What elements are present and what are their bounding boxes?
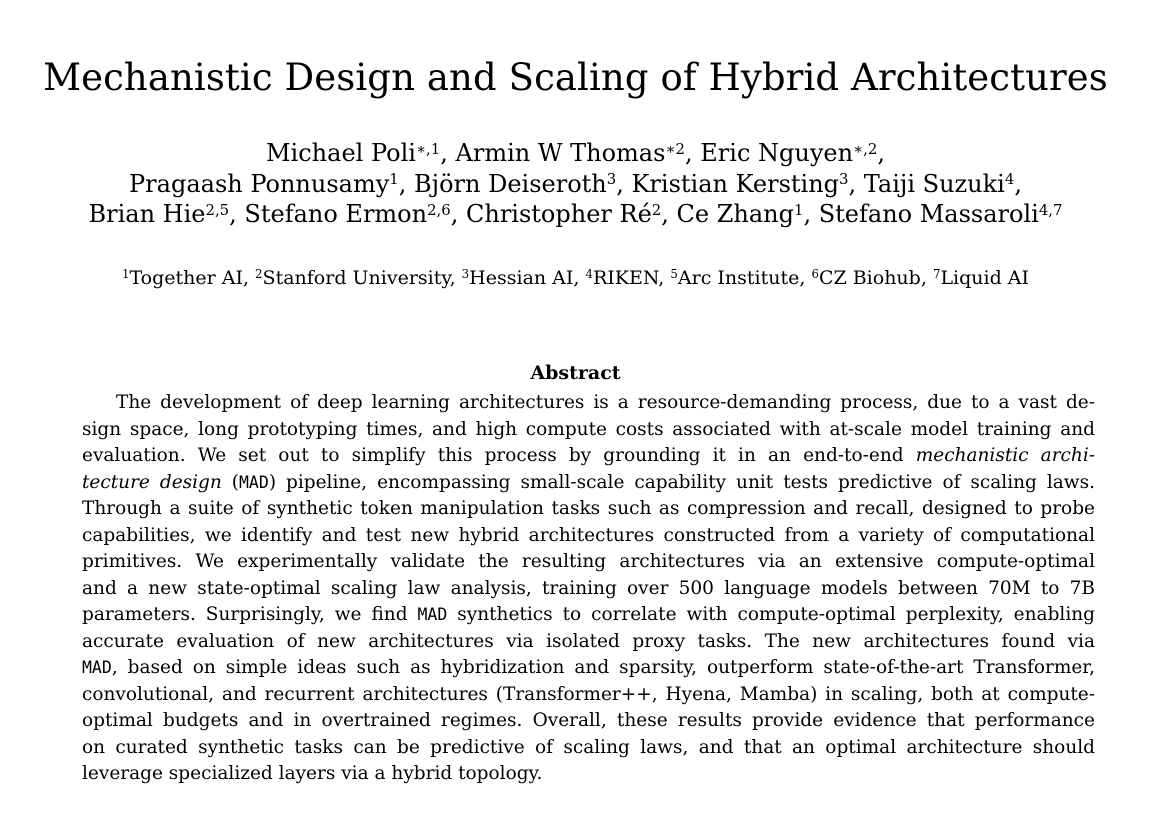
author-affiliation-marker: 2,5 [205, 200, 230, 219]
author-name: Eric Nguyen [700, 139, 854, 167]
author-affiliation-marker: 3 [606, 170, 617, 189]
abstract-text: ( [221, 471, 239, 493]
abstract-emphasis: tecture design [82, 471, 222, 493]
abstract-text: The development of deep learning architectures is a resource-demanding process, due to a vast de- [116, 392, 1095, 413]
author-affiliation-marker: 2,6 [427, 200, 451, 219]
abstract-text: ) pipeline, encompassing small-scale capability unit tests predictive of scaling laws. [268, 471, 1095, 493]
abstract-code-term: MAD [417, 605, 448, 624]
affiliation-marker: 2 [255, 267, 263, 282]
affiliation-name: Hessian AI [469, 267, 574, 289]
abstract-text: evaluation. We set out to simplify this process by grounding it in an end-to-end [82, 445, 916, 466]
affiliation-name: RIKEN [593, 267, 659, 289]
author-separator: , [440, 139, 456, 167]
author-affiliation-marker: ∗,2 [853, 139, 878, 158]
affiliation-name: CZ Biohub [818, 267, 921, 289]
abstract-text: Through a suite of synthetic token manipulation tasks such as compression and recall, designed to probe [82, 498, 1095, 519]
affiliation-name: Stanford University [262, 267, 450, 289]
author-line-3 [0, 199, 1151, 230]
affiliation-marker: 3 [461, 267, 470, 282]
affiliation-separator: , [658, 267, 671, 289]
affiliation-marker: 4 [585, 267, 593, 282]
author-separator: , [848, 169, 864, 198]
author-affiliation-marker: 2 [651, 200, 662, 219]
abstract-text: sign space, long prototyping times, and high compute costs associated with at-scale model training and [82, 418, 1095, 440]
abstract-line [82, 496, 1095, 523]
abstract-line [82, 735, 1095, 762]
author-name: Michael Poli [265, 139, 416, 167]
author-affiliation-marker: 4,7 [1038, 200, 1063, 219]
affiliation-name: Arc Institute [677, 267, 800, 289]
abstract-line [82, 390, 1095, 417]
author-line-2 [0, 169, 1151, 200]
author-line-1 [0, 138, 1151, 169]
author-name: Taiji Suzuki [863, 169, 1005, 198]
author-affiliation-marker: 3 [839, 170, 849, 189]
abstract-code-term: MAD [239, 472, 269, 492]
abstract-text: , based on simple ideas such as hybridization and sparsity, outperform state-of-the-art Transformer, [111, 657, 1095, 678]
abstract-text: optimal budgets and in overtrained regimes. Overall, these results provide evidence that performance [82, 710, 1095, 731]
abstract-text: accurate evaluation of new architectures via isolated proxy tasks. The new architectures found via [82, 630, 1095, 652]
abstract-line [82, 549, 1095, 576]
author-affiliation-marker: 1 [793, 200, 804, 219]
author-name: Björn Deiseroth [414, 169, 607, 198]
author-affiliation-marker: 1 [389, 170, 399, 189]
abstract-line [82, 443, 1095, 470]
author-separator: , [877, 139, 886, 167]
affiliation-separator: , [799, 267, 812, 289]
abstract-emphasis: mechanistic archi- [915, 445, 1096, 466]
affiliation-name: Liquid AI [940, 267, 1030, 289]
abstract-text: and a new state-optimal scaling law analysis, training over 500 language models between 70M to 7B [82, 577, 1095, 599]
abstract-text: primitives. We experimentally validate the resulting architectures via an extensive compute-optimal [82, 551, 1095, 572]
abstract-line [82, 470, 1095, 497]
abstract-body [82, 390, 1095, 788]
author-list [0, 138, 1151, 230]
author-name: Kristian Kersting [631, 169, 840, 198]
abstract-line [82, 602, 1095, 629]
affiliation-separator: , [573, 267, 586, 289]
abstract-line [82, 708, 1095, 735]
affiliation-separator: , [242, 267, 256, 289]
author-separator: , [616, 169, 632, 198]
abstract-heading: Abstract [530, 362, 621, 384]
abstract-line [82, 417, 1095, 444]
abstract-line [82, 629, 1095, 656]
author-name: Ce Zhang [676, 200, 794, 228]
author-separator: , [1014, 169, 1022, 198]
abstract-text: convolutional, and recurrent architectures (Transformer++, Hyena, Mamba) in scaling, both at compute- [82, 683, 1095, 705]
author-name: Brian Hie [88, 200, 206, 228]
author-separator: , [803, 200, 819, 228]
abstract-text: on curated synthetic tasks can be predictive of scaling laws, and that an optimal architecture should [82, 736, 1095, 758]
abstract-line [82, 523, 1095, 550]
author-name: Pragaash Ponnusamy [129, 169, 390, 198]
affiliation-marker: 1 [121, 267, 130, 282]
abstract-code-term: MAD [82, 658, 112, 677]
author-affiliation-marker: ∗2 [665, 139, 686, 158]
affiliation-separator: , [449, 267, 462, 289]
author-name: Stefano Ermon [244, 200, 428, 228]
affiliation-list [0, 265, 1151, 291]
abstract-text: parameters. Surprisingly, we find [82, 604, 418, 625]
abstract-text: synthetics to correlate with compute-optimal perplexity, enabling [447, 604, 1096, 625]
abstract-line [82, 682, 1095, 709]
author-name: Armin W Thomas [455, 139, 666, 167]
author-separator: , [685, 139, 701, 167]
affiliation-separator: , [920, 267, 933, 289]
author-affiliation-marker: ∗,1 [415, 139, 441, 158]
abstract-line [82, 761, 1095, 788]
author-separator: , [661, 200, 677, 228]
author-separator: , [450, 200, 466, 228]
affiliation-name: Together AI [129, 267, 243, 289]
author-separator: , [398, 169, 415, 198]
affiliation-marker: 7 [932, 267, 941, 282]
abstract-line [82, 655, 1095, 682]
author-name: Stefano Massaroli [818, 200, 1039, 228]
author-name: Christopher Ré [466, 200, 652, 228]
abstract-text: capabilities, we identify and test new hybrid architectures constructed from a variety of computational [82, 524, 1095, 546]
affiliation-marker: 5 [670, 267, 678, 282]
author-separator: , [229, 200, 245, 228]
affiliation-marker: 6 [811, 267, 819, 282]
paper-title: Mechanistic Design and Scaling of Hybrid Architectures [43, 56, 1108, 99]
author-affiliation-marker: 4 [1004, 170, 1015, 189]
abstract-text: leverage specialized layers via a hybrid topology. [82, 763, 543, 784]
abstract-line [82, 576, 1095, 603]
